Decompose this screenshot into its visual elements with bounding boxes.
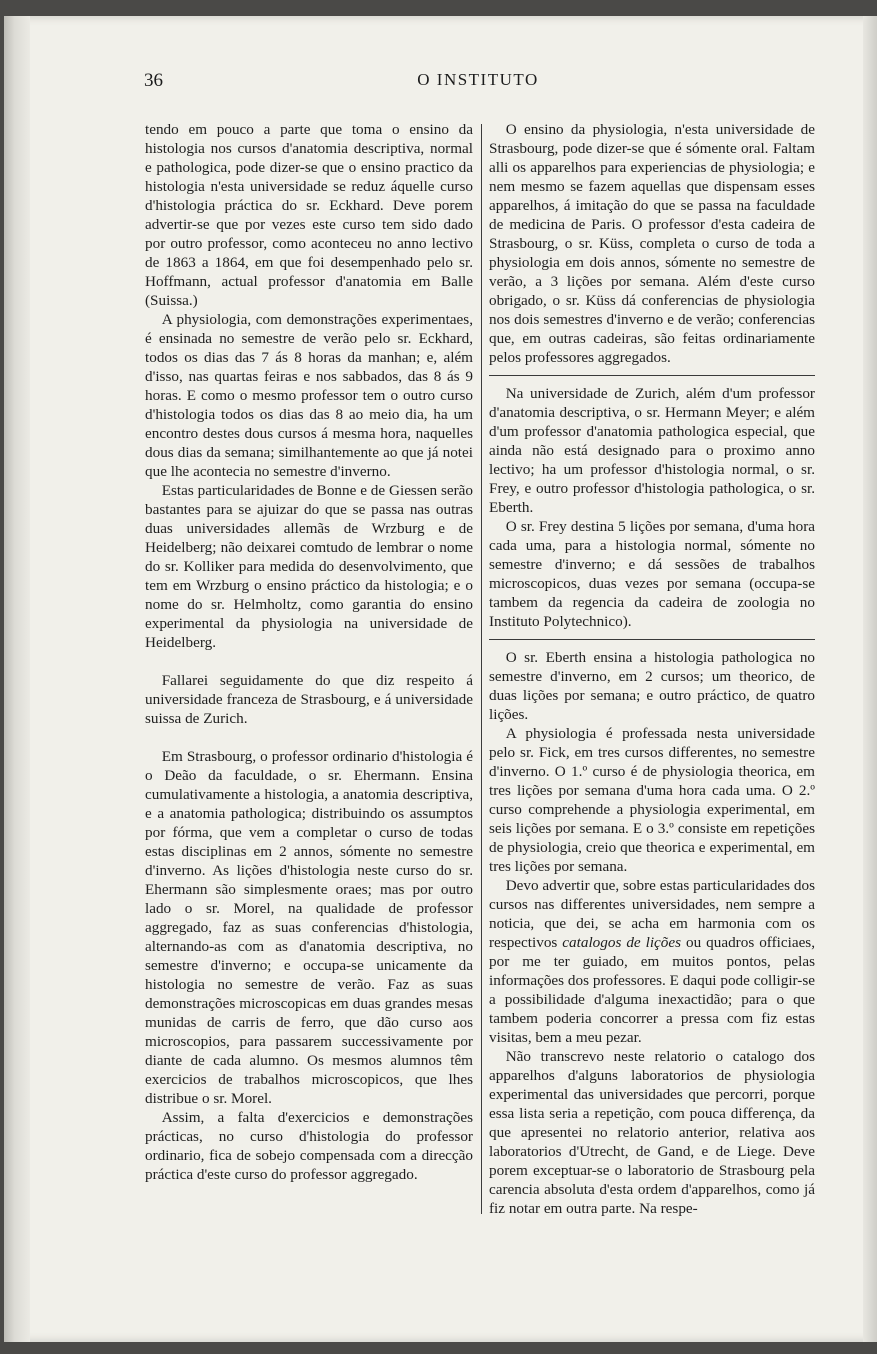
column-divider: [481, 124, 482, 1214]
page-number: 36: [144, 70, 163, 91]
left-column: [145, 120, 473, 1184]
page-binding-shadow: [4, 16, 30, 1342]
page-header: [142, 70, 814, 100]
paragraph: A physiologia é professada nesta universidade pelo sr. Fick, em tres cursos differentes, no semestre d'inverno. O 1.º curso é de physiologia theorica, em tres lições por semana d'uma hora cada uma. O 2.º curso comprehende a physiologia experimental, em seis lições por semana. E o 3.º consiste em repetições de physiologia, creio que theorica e experimental, em tres lições por semana.: [489, 725, 815, 875]
right-column: [489, 120, 815, 1218]
paragraph: Não transcrevo neste relatorio o catalogo dos apparelhos d'alguns laboratorios de physiologia experimental das universidades que percorri, porque essa lista seria a repetição, com pouca differença, da que apresentei no relatorio anterior, relativa aos laboratorios d'Utrecht, de Gand, e de Liege. Deve porem exceptuar-se o laboratorio de Strasbourg pela carencia absoluta d'esta ordem d'apparelhos, como já fiz notar em outra parte. Na respe-: [489, 1048, 815, 1217]
running-title: O INSTITUTO: [417, 70, 539, 89]
paragraph: Estas particularidades de Bonne e de Giessen serão bastantes para se ajuizar do que se passa nas outras duas universidades allemãs de Wrzburg e de Heidelberg; não deixarei comtudo de lembrar o nome do sr. Kolliker para medida do desenvolvimento, que tem em Wrzburg o ensino práctico da histologia; e o nome do sr. Helmholtz, como garantia do ensino experimental da physiologia na universidade de Heidelberg.: [145, 482, 473, 651]
paragraph: Assim, a falta d'exercicios e demonstrações prácticas, no curso d'histologia do professor ordinario, fica de sobejo compensada com a direcção práctica d'este curso do professor aggregado.: [145, 1109, 473, 1183]
paragraph: tendo em pouco a parte que toma o ensino da histologia nos cursos d'anatomia descriptiva, normal e pathologica, pode dizer-se que o ensino practico da histologia n'esta universidade se reduz áquelle curso d'histologia práctica do sr. Eckhard. Deve porem advertir-se que por vezes este curso tem sido dado por outro professor, como aconteceu no anno lectivo de 1863 a 1864, em que foi desempenhado pelo sr. Hoffmann, actual professor d'anatomia em Balle (Suissa.): [145, 121, 473, 309]
page-edge: [863, 16, 877, 1342]
paragraph: O sr. Frey destina 5 lições por semana, d'uma hora cada uma, para a histologia normal, sómente no semestre d'inverno; e dá sessões de trabalhos microscopicos, duas vezes por semana (occupa-se tambem da regencia da cadeira de zoologia no Instituto Polytechnico).: [489, 518, 815, 630]
paragraph: O ensino da physiologia, n'esta universidade de Strasbourg, pode dizer-se que é sómente oral. Faltam alli os apparelhos para experiencias de physiologia; e nem mesmo se fazem aquellas que dispensam esses apparelhos, á imitação do que se passa na faculdade de medicina de Paris. O professor d'esta cadeira de Strasbourg, o sr. Küss, completa o curso de toda a physiologia em dois annos, sómente no semestre de verão, a 3 lições por semana. Além d'este curso obrigado, o sr. Küss dá conferencias de physiologia nos dois semestres d'inverno e de verão; conferencias que, em outras cadeiras, são feitas ordinariamente pelos professores aggregados.: [489, 121, 815, 366]
paragraph-text: ou quadros officiaes, por me ter guiado, em muitos pontos, pelas informações dos professores. E daqui pode colligir-se a possibilidade d'alguma inexactidão; para o que tambem poderia concorrer a pressa com fiz estas visitas, bem a meu pezar.: [489, 934, 816, 1046]
paragraph: A physiologia, com demonstrações experimentaes, é ensinada no semestre de verão pelo sr. Eckhard, todos os dias das 7 ás 8 horas da manhan; e, além d'isso, nas quartas feiras e nos sabbados, das 8 ás 9 horas. E como o mesmo professor tem o outro curso d'histologia todos os dias das 8 ao meio dia, ha um encontro destes dous cursos á mesma hora, naquelles dous dias da semana; similhantemente ao que já notei que lhe acontecia no semestre d'inverno.: [145, 311, 473, 480]
paragraph-text: Devo advertir que, sobre estas particularidades dos cursos nas differentes universidades, nem sempre a noticia, que dei, se acha em harmonia com os respectivos: [489, 877, 815, 951]
paragraph: O sr. Eberth ensina a histologia pathologica no semestre d'inverno, em 2 cursos; um theorico, de duas lições por semana; e outro práctico, de quatro lições.: [489, 639, 815, 724]
paragraph: Em Strasbourg, o professor ordinario d'histologia é o Deão da faculdade, o sr. Ehermann. Ensina cumulativamente a histologia, a anatomia descriptiva, e a anatomia pathologica; distribuindo os assumptos por fórma, que vem a completar o curso de todas estas disciplinas em 2 annos, sómente no semestre d'inverno. As lições d'histologia neste curso do sr. Ehermann são simplesmente oraes; mas por outro lado o sr. Morel, na qualidade de professor aggregado, faz as suas conferencias d'histologia, alternando-as com as d'anatomia descriptiva, no semestre d'inverno; e occupa-se unicamente da histologia no semestre de verão. Faz as suas demonstrações microscopicas em duas grandes mesas munidas de carris de ferro, que dão curso aos microscopios, para passarem successivamente por diante de cada alumno. Os mesmos alumnos têm exercicios de trabalhos microscopicos, que lhes distribue o sr. Morel.: [145, 748, 473, 1107]
paragraph: [489, 876, 815, 1047]
paragraph: Na universidade de Zurich, além d'um professor d'anatomia descriptiva, o sr. Hermann Meyer; e além d'um professor d'anatomia pathologica especial, que ainda não está designado para o proximo anno lectivo; ha um professor d'histologia normal, o sr. Frey, e outro professor d'histologia pathologica, o sr. Eberth.: [489, 375, 815, 517]
paragraph: Fallarei seguidamente do que diz respeito á universidade franceza de Strasbourg, e á universidade suissa de Zurich.: [145, 672, 473, 727]
italic-term: catalogos de lições: [562, 934, 682, 951]
